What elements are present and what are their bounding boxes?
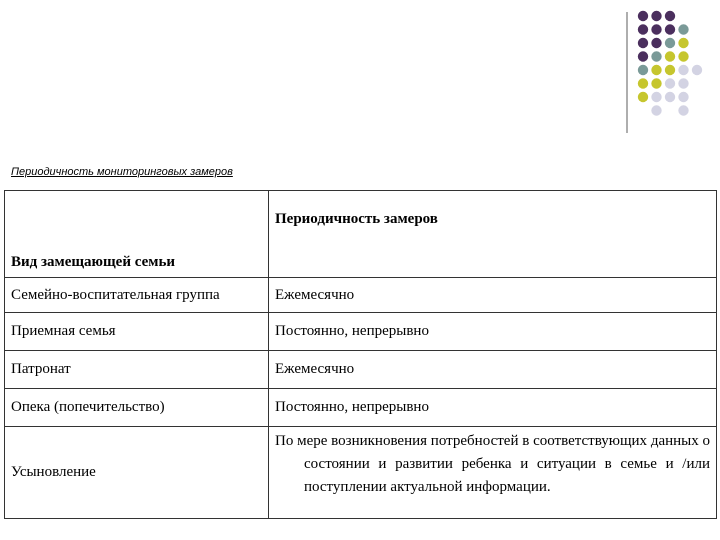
decorative-dot-grid bbox=[0, 0, 720, 140]
decorative-dot bbox=[678, 92, 688, 102]
monitoring-table bbox=[4, 190, 717, 519]
decorative-dot bbox=[665, 92, 675, 102]
family-type-cell: Опека (попечительство) bbox=[5, 389, 269, 427]
decorative-dot bbox=[665, 11, 675, 21]
decorative-dot bbox=[651, 92, 661, 102]
decorative-dot bbox=[651, 51, 661, 61]
decorative-dot bbox=[678, 38, 688, 48]
periodicity-cell: Постоянно, непрерывно bbox=[269, 313, 717, 351]
table-row bbox=[5, 313, 717, 351]
decorative-dot bbox=[678, 24, 688, 34]
decorative-dot bbox=[638, 92, 648, 102]
decorative-dot bbox=[678, 105, 688, 115]
decorative-dot bbox=[665, 78, 675, 88]
decorative-dot bbox=[638, 24, 648, 34]
decorative-dot bbox=[651, 105, 661, 115]
decorative-dot bbox=[638, 78, 648, 88]
table-caption: Периодичность мониторинговых замеров bbox=[11, 166, 233, 178]
decorative-dot bbox=[678, 78, 688, 88]
decorative-dot bbox=[651, 24, 661, 34]
decorative-dot bbox=[638, 38, 648, 48]
periodicity-cell: Ежемесячно bbox=[269, 351, 717, 389]
table-row bbox=[5, 389, 717, 427]
periodicity-cell: Ежемесячно bbox=[269, 278, 717, 313]
family-type-cell: Усыновление bbox=[5, 427, 269, 519]
decorative-dot bbox=[678, 65, 688, 75]
decorative-dot bbox=[651, 11, 661, 21]
decorative-dot bbox=[638, 11, 648, 21]
decorative-dot bbox=[665, 65, 675, 75]
decorative-dot bbox=[692, 65, 702, 75]
family-type-cell: Приемная семья bbox=[5, 313, 269, 351]
decorative-dot bbox=[638, 51, 648, 61]
decorative-dot bbox=[651, 78, 661, 88]
decorative-dot bbox=[651, 38, 661, 48]
header-family-type: Вид замещающей семьи bbox=[5, 191, 269, 278]
decorative-dot bbox=[665, 38, 675, 48]
family-type-cell: Патронат bbox=[5, 351, 269, 389]
decorative-dot bbox=[665, 24, 675, 34]
decorative-dot bbox=[665, 51, 675, 61]
table-row bbox=[5, 278, 717, 313]
family-type-cell: Семейно-воспитательная группа bbox=[5, 278, 269, 313]
periodicity-description: По мере возникновения потребностей в соответствующих данных о состоянии и развитии ребенка и ситуации в семье и /или поступлении актуальной информации. bbox=[275, 433, 710, 495]
table-header-row bbox=[5, 191, 717, 278]
decorative-dot bbox=[638, 65, 648, 75]
periodicity-cell: Постоянно, непрерывно bbox=[269, 389, 717, 427]
decorative-dot bbox=[678, 51, 688, 61]
table-row bbox=[5, 427, 717, 519]
table-row bbox=[5, 351, 717, 389]
decorative-dot bbox=[651, 65, 661, 75]
header-periodicity: Периодичность замеров bbox=[269, 191, 717, 278]
periodicity-cell bbox=[269, 427, 717, 519]
